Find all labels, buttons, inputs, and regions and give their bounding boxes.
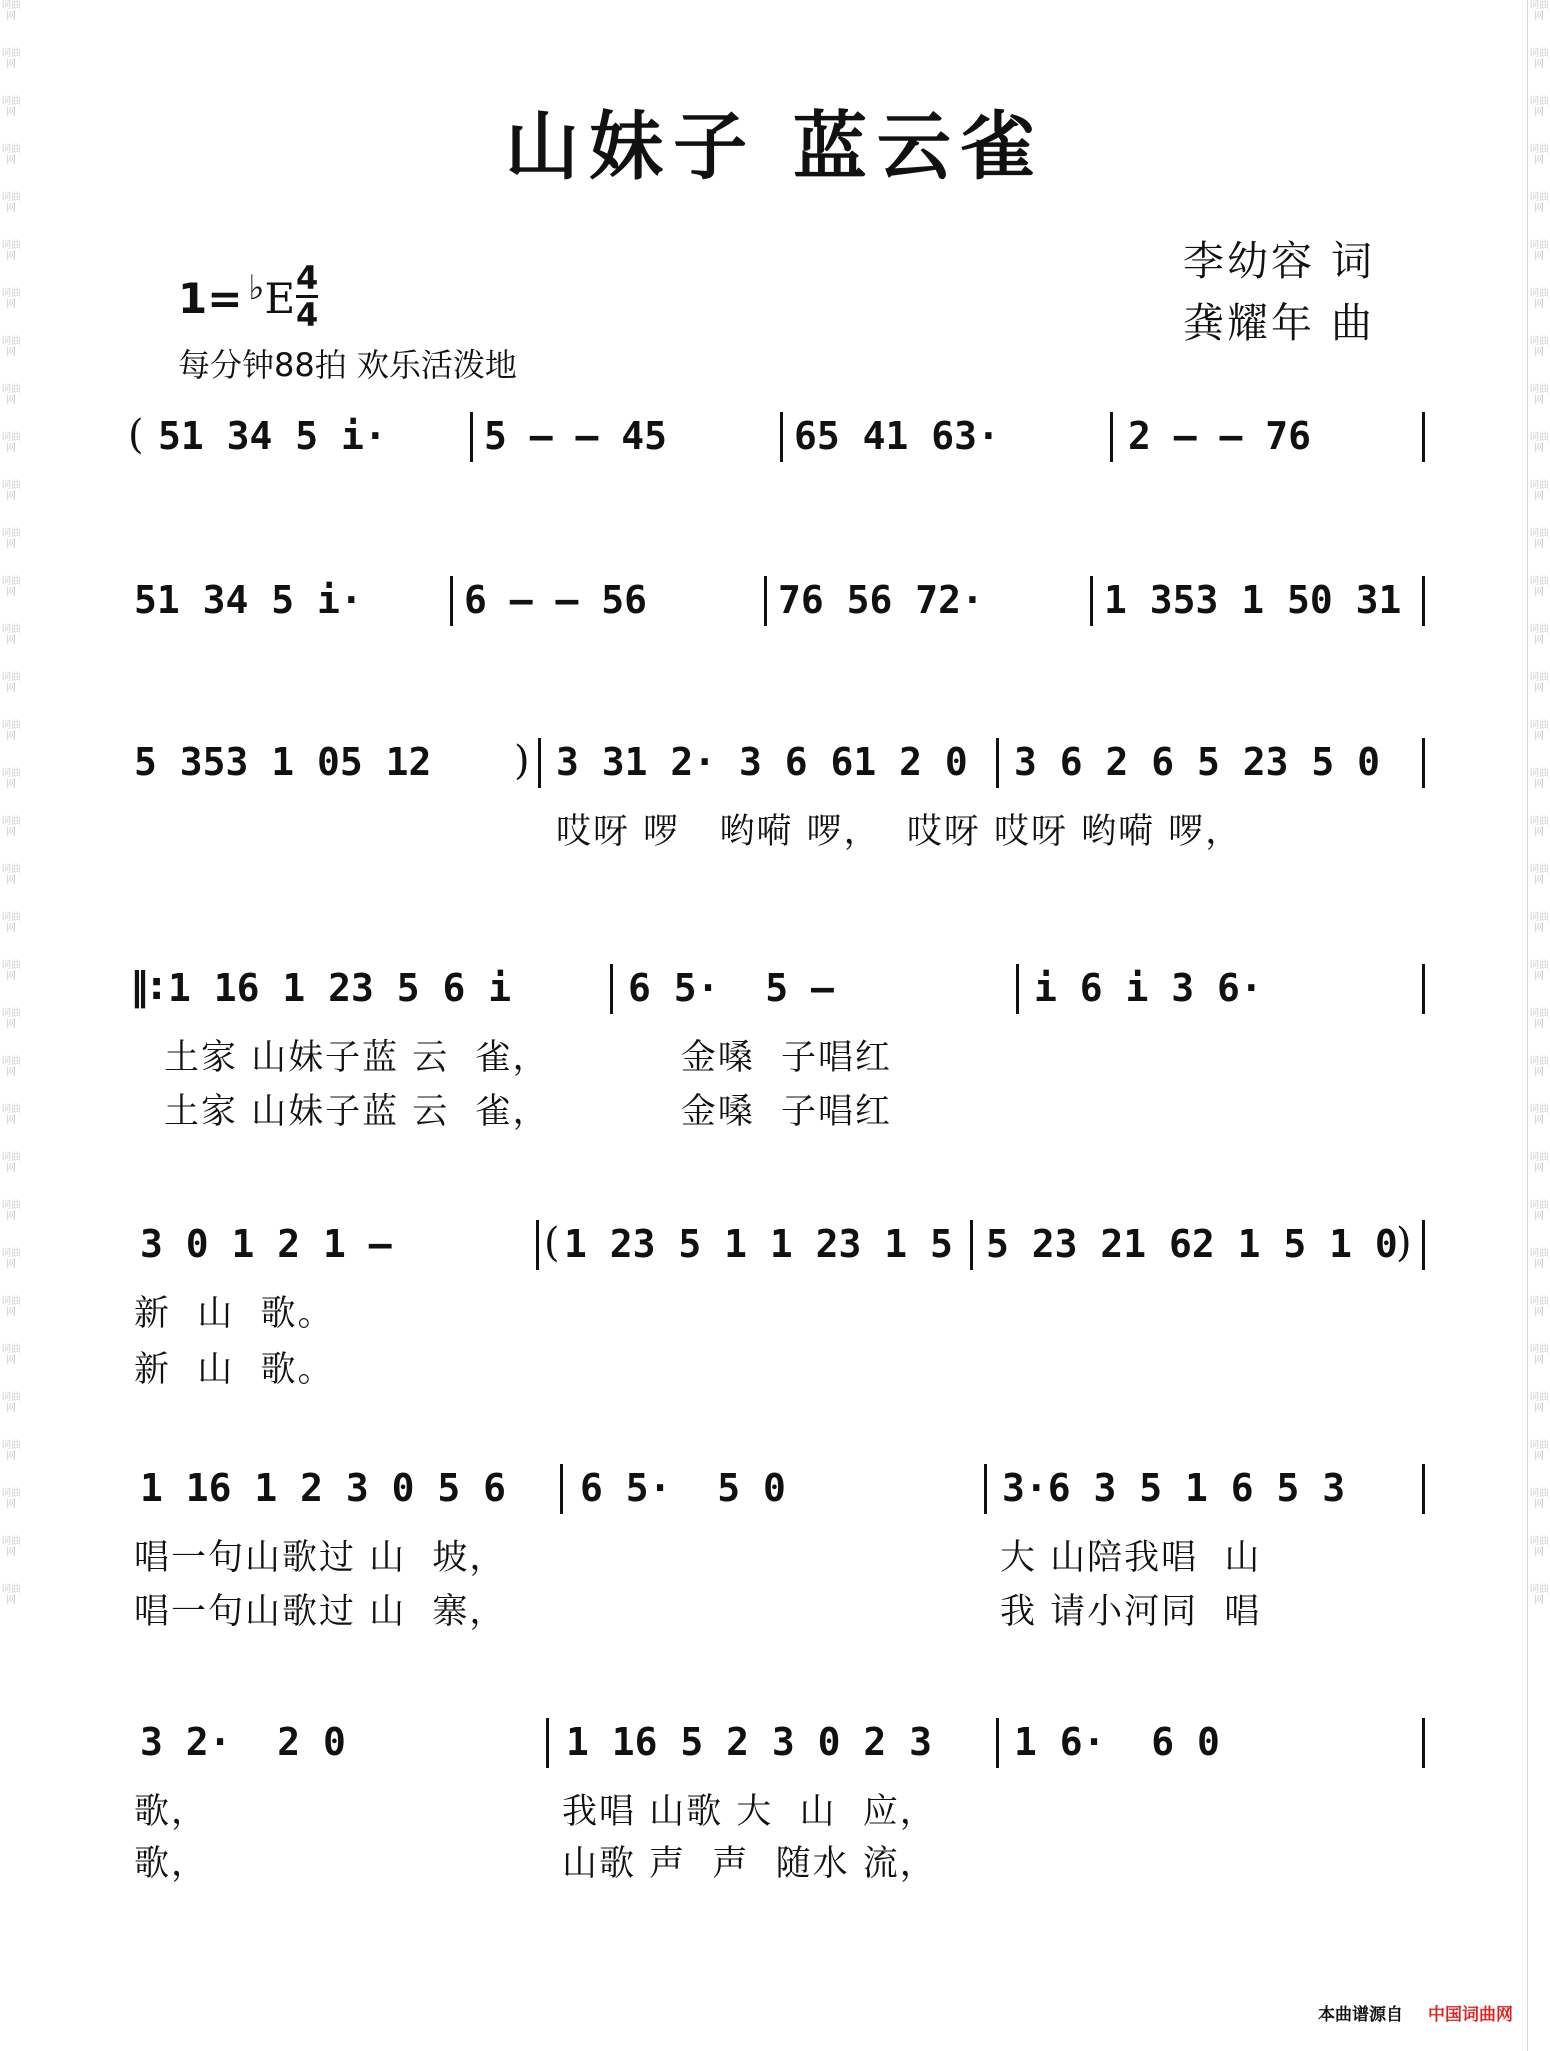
watermark-text: 词曲网 — [1, 912, 21, 934]
watermark-text: 词曲网 — [1529, 1104, 1549, 1126]
watermark-text: 词曲网 — [1, 384, 21, 406]
watermark-strip-left — [0, 0, 22, 2051]
open-paren: ( — [128, 412, 144, 458]
measure: 5 – – 45 — [484, 414, 668, 458]
watermark-text: 词曲网 — [1, 528, 21, 550]
measure: 6 5· 5 – — [628, 966, 834, 1010]
bar-line — [1016, 964, 1019, 1014]
measure: 1 16 1 23 5 6 i — [168, 966, 512, 1010]
watermark-text: 词曲网 — [1529, 48, 1549, 70]
watermark-text: 词曲网 — [1, 240, 21, 262]
watermark-strip-right — [1527, 0, 1550, 2051]
measure: 1 16 5 2 3 0 2 3 — [566, 1720, 933, 1764]
watermark-text: 词曲网 — [1529, 816, 1549, 838]
bar-line — [536, 1220, 539, 1270]
watermark-text: 词曲网 — [1529, 1008, 1549, 1030]
watermark-text: 词曲网 — [1529, 768, 1549, 790]
watermark-text: 词曲网 — [1529, 144, 1549, 166]
bar-line — [1422, 576, 1425, 626]
watermark-text: 词曲网 — [1529, 1344, 1549, 1366]
watermark-text: 词曲网 — [1, 1488, 21, 1510]
time-top: 4 — [296, 259, 319, 297]
watermark-text: 词曲网 — [1, 624, 21, 646]
lyricist-credit: 李幼容 词 — [1183, 237, 1376, 285]
measure: 5 23 21 62 1 5 1 0 — [986, 1222, 1398, 1266]
measure: 3 0 1 2 1 – — [140, 1222, 392, 1266]
watermark-text: 词曲网 — [1529, 480, 1549, 502]
time-bottom: 4 — [296, 296, 319, 334]
watermark-text: 词曲网 — [1, 1104, 21, 1126]
watermark-text: 词曲网 — [1529, 576, 1549, 598]
measure: 3 31 2· 3 6 61 2 0 — [556, 740, 968, 784]
watermark-text: 词曲网 — [1, 1200, 21, 1222]
measure: 2 – – 76 — [1128, 414, 1312, 458]
measure: 3 2· 2 0 — [140, 1720, 346, 1764]
watermark-text: 词曲网 — [1529, 960, 1549, 982]
lyric-line: 哎呀 啰 哟嗬 啰， 哎呀 哎呀 哟嗬 啰， — [556, 812, 1243, 852]
watermark-text: 词曲网 — [1, 768, 21, 790]
bar-line — [470, 412, 473, 462]
watermark-text: 词曲网 — [1529, 0, 1549, 22]
watermark-text: 词曲网 — [1529, 912, 1549, 934]
bar-line — [546, 1718, 549, 1768]
watermark-text: 词曲网 — [1, 1296, 21, 1318]
watermark-text: 词曲网 — [1, 480, 21, 502]
time-signature — [296, 259, 319, 334]
watermark-text: 词曲网 — [1529, 1488, 1549, 1510]
bar-line — [996, 1718, 999, 1768]
close-paren: ) — [514, 738, 530, 784]
bar-line — [450, 576, 453, 626]
bar-line — [538, 738, 541, 788]
watermark-text: 词曲网 — [1529, 432, 1549, 454]
watermark-text: 词曲网 — [1, 1440, 21, 1462]
lyric-line: 唱一句山歌过 山 坡， — [134, 1538, 507, 1578]
watermark-text: 词曲网 — [1529, 1200, 1549, 1222]
bar-line — [560, 1464, 563, 1514]
bar-line — [610, 964, 613, 1014]
watermark-text: 词曲网 — [1529, 672, 1549, 694]
bar-line — [1090, 576, 1093, 626]
lyric-line: 我唱 山歌 大 山 应， — [562, 1792, 937, 1832]
key-prefix: 1= — [178, 274, 243, 323]
watermark-text: 词曲网 — [1, 0, 21, 22]
watermark-text: 词曲网 — [1, 1248, 21, 1270]
watermark-text: 词曲网 — [1529, 96, 1549, 118]
watermark-text: 词曲网 — [1529, 384, 1549, 406]
lyric-line: 唱一句山歌过 山 寨， — [134, 1592, 507, 1632]
watermark-text: 词曲网 — [1, 1536, 21, 1558]
watermark-text: 词曲网 — [1529, 1152, 1549, 1174]
measure: i 6 i 3 6· — [1034, 966, 1263, 1010]
watermark-text: 词曲网 — [1529, 192, 1549, 214]
song-title: 山妹子 蓝云雀 — [505, 104, 1045, 190]
watermark-text: 词曲网 — [1529, 720, 1549, 742]
watermark-text: 词曲网 — [1, 288, 21, 310]
bar-line — [1422, 1718, 1425, 1768]
bar-line — [1422, 1464, 1425, 1514]
footer-source-text: 本曲谱源自 — [1318, 2005, 1403, 2025]
watermark-text: 词曲网 — [1529, 1440, 1549, 1462]
watermark-text: 词曲网 — [1, 960, 21, 982]
repeat-start-sign: ‖: — [130, 964, 165, 1008]
measure: 1 6· 6 0 — [1014, 1720, 1220, 1764]
bar-line — [1422, 1220, 1425, 1270]
measure: 1 353 1 50 31 — [1104, 578, 1402, 622]
key-note: E — [264, 274, 296, 323]
tempo-marking: 每分钟88拍 欢乐活泼地 — [178, 346, 517, 384]
watermark-text: 词曲网 — [1529, 1392, 1549, 1414]
watermark-text: 词曲网 — [1, 48, 21, 70]
key-signature — [178, 268, 295, 323]
watermark-text: 词曲网 — [1529, 624, 1549, 646]
composer-credit: 龚耀年 曲 — [1183, 299, 1376, 347]
watermark-text: 词曲网 — [1, 1008, 21, 1030]
measure: 3·6 3 5 1 6 5 3 — [1002, 1466, 1346, 1510]
watermark-text: 词曲网 — [1529, 1248, 1549, 1270]
measure: 6 5· 5 0 — [580, 1466, 786, 1510]
measure: 51 34 5 i· — [134, 578, 363, 622]
lyric-line: 新 山 歌。 — [134, 1350, 335, 1390]
watermark-text: 词曲网 — [1529, 1584, 1549, 1606]
bar-line — [970, 1220, 973, 1270]
watermark-text: 词曲网 — [1529, 1056, 1549, 1078]
lyric-line: 我 请小河同 唱 — [1000, 1592, 1262, 1632]
bar-line — [780, 412, 783, 462]
measure: 5 353 1 05 12 — [134, 740, 432, 784]
watermark-text: 词曲网 — [1, 432, 21, 454]
watermark-text: 词曲网 — [1, 1056, 21, 1078]
measure: 3 6 2 6 5 23 5 0 — [1014, 740, 1381, 784]
measure: 65 41 63· — [794, 414, 1000, 458]
bar-line — [764, 576, 767, 626]
bar-line — [1422, 964, 1425, 1014]
flat-sign: ♭ — [248, 268, 265, 308]
watermark-text: 词曲网 — [1, 144, 21, 166]
lyric-line: 歌， — [134, 1792, 209, 1832]
watermark-text: 词曲网 — [1, 1344, 21, 1366]
open-paren: ( — [544, 1220, 560, 1266]
bar-line — [1110, 412, 1113, 462]
watermark-text: 词曲网 — [1, 720, 21, 742]
watermark-text: 词曲网 — [1, 864, 21, 886]
bar-line — [984, 1464, 987, 1514]
watermark-text: 词曲网 — [1529, 336, 1549, 358]
close-paren: ) — [1396, 1220, 1412, 1266]
footer-site-link[interactable]: 中国词曲网 — [1428, 2005, 1513, 2025]
watermark-text: 词曲网 — [1, 1584, 21, 1606]
watermark-text: 词曲网 — [1529, 528, 1549, 550]
measure: 1 23 5 1 1 23 1 5 — [564, 1222, 953, 1266]
watermark-text: 词曲网 — [1, 576, 21, 598]
measure: 76 56 72· — [778, 578, 984, 622]
measure: 6 – – 56 — [464, 578, 648, 622]
bar-line — [996, 738, 999, 788]
watermark-text: 词曲网 — [1529, 1296, 1549, 1318]
watermark-text: 词曲网 — [1, 336, 21, 358]
lyric-line: 大 山陪我唱 山 — [1000, 1538, 1262, 1578]
watermark-text: 词曲网 — [1529, 1536, 1549, 1558]
measure: 1 16 1 2 3 0 5 6 — [140, 1466, 507, 1510]
lyric-line: 土家 山妹子蓝 云 雀， 金嗓 子唱红 — [164, 1092, 893, 1132]
lyric-line: 山歌 声 声 随水 流， — [562, 1844, 937, 1884]
bar-line — [1422, 738, 1425, 788]
watermark-text: 词曲网 — [1, 816, 21, 838]
watermark-text: 词曲网 — [1, 192, 21, 214]
lyric-line: 新 山 歌。 — [134, 1294, 335, 1334]
watermark-text: 词曲网 — [1, 1152, 21, 1174]
watermark-text: 词曲网 — [1, 672, 21, 694]
lyric-line: 土家 山妹子蓝 云 雀， 金嗓 子唱红 — [164, 1038, 893, 1078]
watermark-text: 词曲网 — [1, 1392, 21, 1414]
watermark-text: 词曲网 — [1529, 240, 1549, 262]
watermark-text: 词曲网 — [1529, 864, 1549, 886]
bar-line — [1422, 412, 1425, 462]
watermark-text: 词曲网 — [1, 96, 21, 118]
measure: 51 34 5 i· — [158, 414, 387, 458]
watermark-text: 词曲网 — [1529, 288, 1549, 310]
lyric-line: 歌， — [134, 1844, 209, 1884]
